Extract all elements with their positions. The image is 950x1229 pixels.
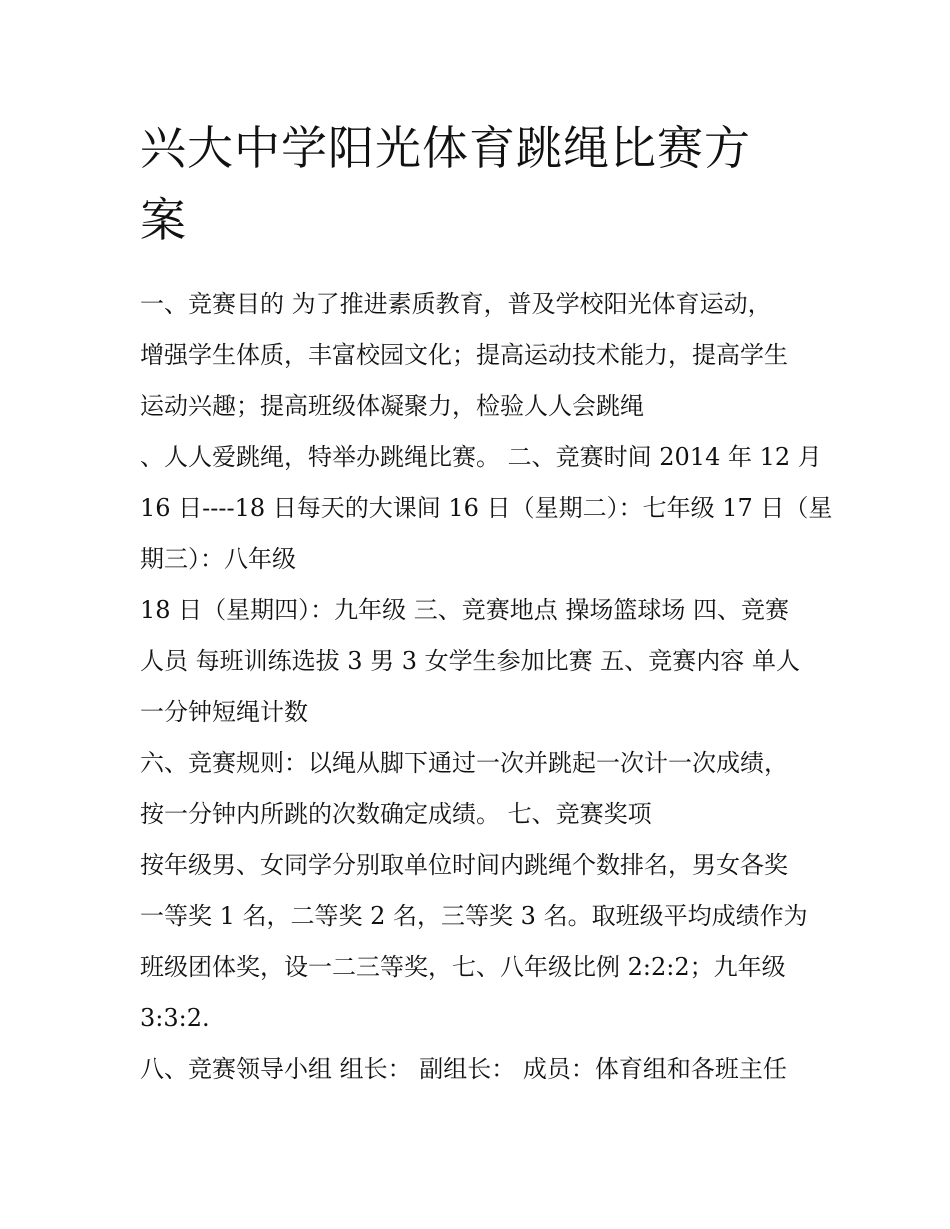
body-line: 按年级男、女同学分别取单位时间内跳绳个数排名，男女各奖 (140, 851, 788, 879)
document-body (140, 279, 833, 1095)
document-title (140, 0, 820, 256)
body-line: 八、竞赛领导小组 组长： 副组长： 成员：体育组和各班主任 (140, 1055, 787, 1083)
body-line: 班级团体奖，设一二三等奖，七、八年级比例 2:2:2；九年级 (140, 953, 786, 981)
body-line: 一、竞赛目的 为了推进素质教育，普及学校阳光体育运动， (140, 290, 772, 318)
body-line: 按一分钟内所跳的次数确定成绩。 七、竞赛奖项 (140, 800, 652, 828)
body-line: 六、竞赛规则：以绳从脚下通过一次并跳起一次计一次成绩， (140, 749, 788, 777)
document-page (140, 0, 833, 1095)
body-line: 16 日----18 日每天的大课间 16 日（星期二）：七年级 17 日（星 (140, 494, 833, 522)
body-line: 运动兴趣；提高班级体凝聚力，检验人人会跳绳 (140, 392, 644, 420)
body-line: 增强学生体质，丰富校园文化；提高运动技术能力，提高学生 (140, 341, 788, 369)
body-line: 3:3:2. (140, 1004, 210, 1032)
title-line: 兴大中学阳光体育跳绳比赛方 (140, 121, 751, 175)
body-line: 、人人爱跳绳，特举办跳绳比赛。 二、竞赛时间 2014 年 12 月 (140, 443, 822, 471)
body-line: 人员 每班训练选拔 3 男 3 女学生参加比赛 五、竞赛内容 单人 (140, 647, 800, 675)
body-line: 一等奖 1 名，二等奖 2 名，三等奖 3 名。取班级平均成绩作为 (140, 902, 808, 930)
body-line: 期三）：八年级 (140, 545, 296, 573)
body-line: 18 日（星期四）：九年级 三、竞赛地点 操场篮球场 四、竞赛 (140, 596, 790, 624)
body-line: 一分钟短绳计数 (140, 698, 308, 726)
title-line: 案 (140, 193, 187, 247)
